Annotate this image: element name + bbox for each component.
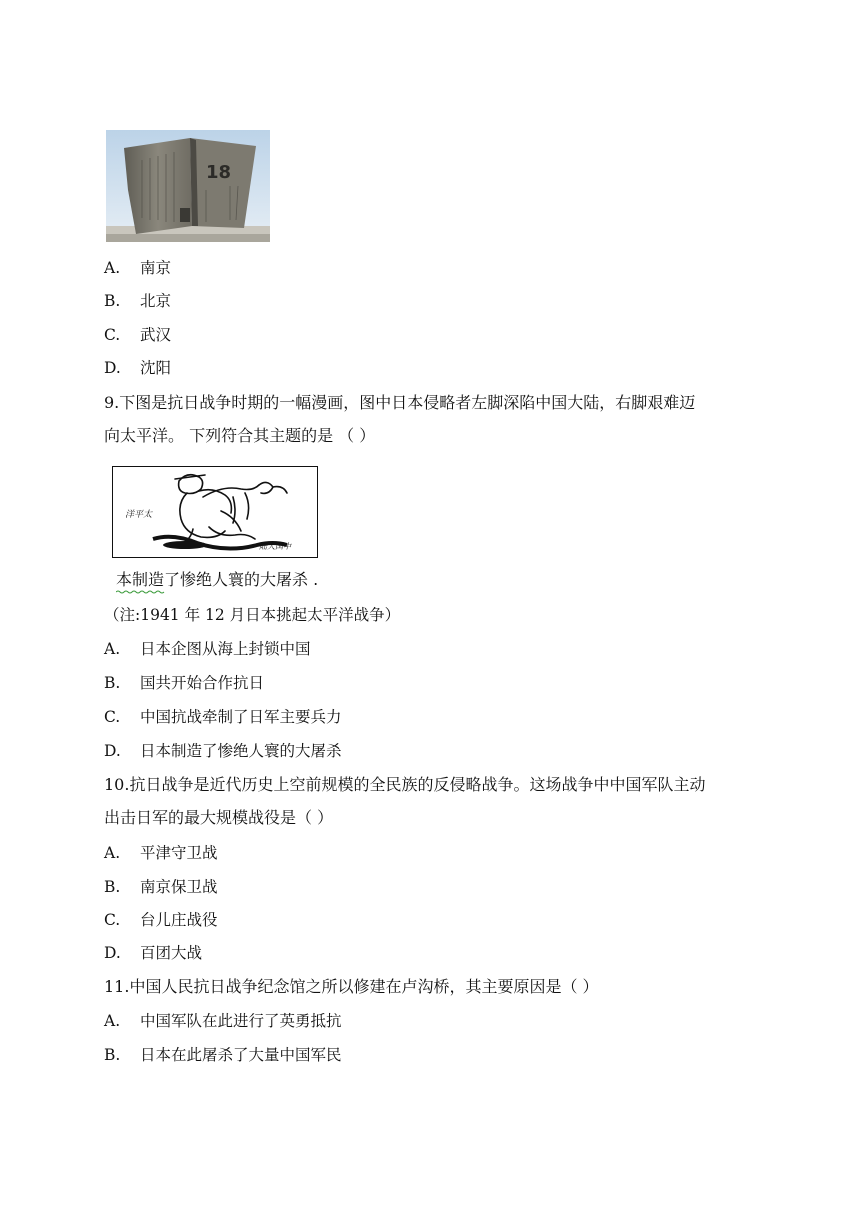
- cartoon-label-pacific: 洋平太: [125, 510, 153, 520]
- cartoon-image: [112, 466, 318, 558]
- option-letter: D.: [104, 944, 121, 962]
- option-text: 国共开始合作抗日: [140, 674, 265, 692]
- option-letter: A.: [104, 1012, 121, 1030]
- q10-option-a: [104, 843, 218, 863]
- q9-note: （注:1941 年 12 月日本挑起太平洋战争）: [104, 606, 401, 624]
- option-text: 日本企图从海上封锁中国: [140, 640, 311, 658]
- option-letter: B.: [104, 878, 121, 896]
- cartoon-label-china: 陆大国中: [259, 542, 291, 551]
- q9-stem-line1: 9.下图是抗日战争时期的一幅漫画，图中日本侵略者左脚深陷中国大陆，右脚艰难迈: [104, 393, 696, 412]
- q9-option-b: [104, 673, 264, 693]
- option-letter: A.: [104, 259, 121, 277]
- option-text: 百团大战: [140, 944, 203, 962]
- q9-option-a: [104, 639, 311, 659]
- option-text: 中国抗战牵制了日军主要兵力: [140, 708, 342, 726]
- option-text: 台儿庄战役: [140, 911, 218, 929]
- option-text: 武汉: [140, 326, 172, 344]
- option-text: 沈阳: [140, 359, 172, 377]
- q10-option-c: [104, 910, 218, 930]
- q11-stem-line1: 11.中国人民抗日战争纪念馆之所以修建在卢沟桥，其主要原因是（ ）: [104, 977, 599, 996]
- option-text: 日本制造了惨绝人寰的大屠杀: [140, 742, 342, 760]
- spellcheck-underline: [116, 590, 341, 595]
- q8-option-d: [104, 358, 171, 378]
- cartoon-caption: [116, 570, 318, 590]
- option-text: 日本在此屠杀了大量中国军民: [140, 1046, 342, 1064]
- q9-option-d: [104, 741, 342, 761]
- caption-text: 本制造了惨绝人寰的大屠杀 .: [116, 570, 319, 589]
- q11-option-b: [104, 1045, 342, 1065]
- option-letter: C.: [104, 326, 121, 344]
- option-text: 中国军队在此进行了英勇抵抗: [140, 1012, 342, 1030]
- monument-date-text: 18: [206, 162, 232, 183]
- option-letter: C.: [104, 708, 121, 726]
- monument-photo: [106, 130, 270, 242]
- option-text: 南京保卫战: [140, 878, 218, 896]
- option-text: 南京: [140, 259, 172, 277]
- option-letter: B.: [104, 292, 121, 310]
- option-letter: B.: [104, 1046, 121, 1064]
- q11-option-a: [104, 1011, 342, 1031]
- q9-stem-line2: 向太平洋。 下列符合其主题的是 （ ）: [104, 426, 376, 445]
- q10-stem-line1: 10.抗日战争是近代历史上空前规模的全民族的反侵略战争。这场战争中中国军队主动: [104, 775, 706, 794]
- option-letter: B.: [104, 674, 121, 692]
- q8-option-a: [104, 258, 171, 278]
- option-letter: D.: [104, 359, 121, 377]
- option-letter: A.: [104, 844, 121, 862]
- option-text: 平津守卫战: [140, 844, 218, 862]
- option-letter: C.: [104, 911, 121, 929]
- option-text: 北京: [140, 292, 172, 310]
- q10-stem-line2: 出击日军的最大规模战役是（ ）: [104, 808, 334, 827]
- q9-option-c: [104, 707, 342, 727]
- option-letter: D.: [104, 742, 121, 760]
- q10-option-b: [104, 877, 218, 897]
- option-letter: A.: [104, 640, 121, 658]
- q8-option-b: [104, 291, 171, 311]
- q10-option-d: [104, 943, 202, 963]
- q8-option-c: [104, 325, 171, 345]
